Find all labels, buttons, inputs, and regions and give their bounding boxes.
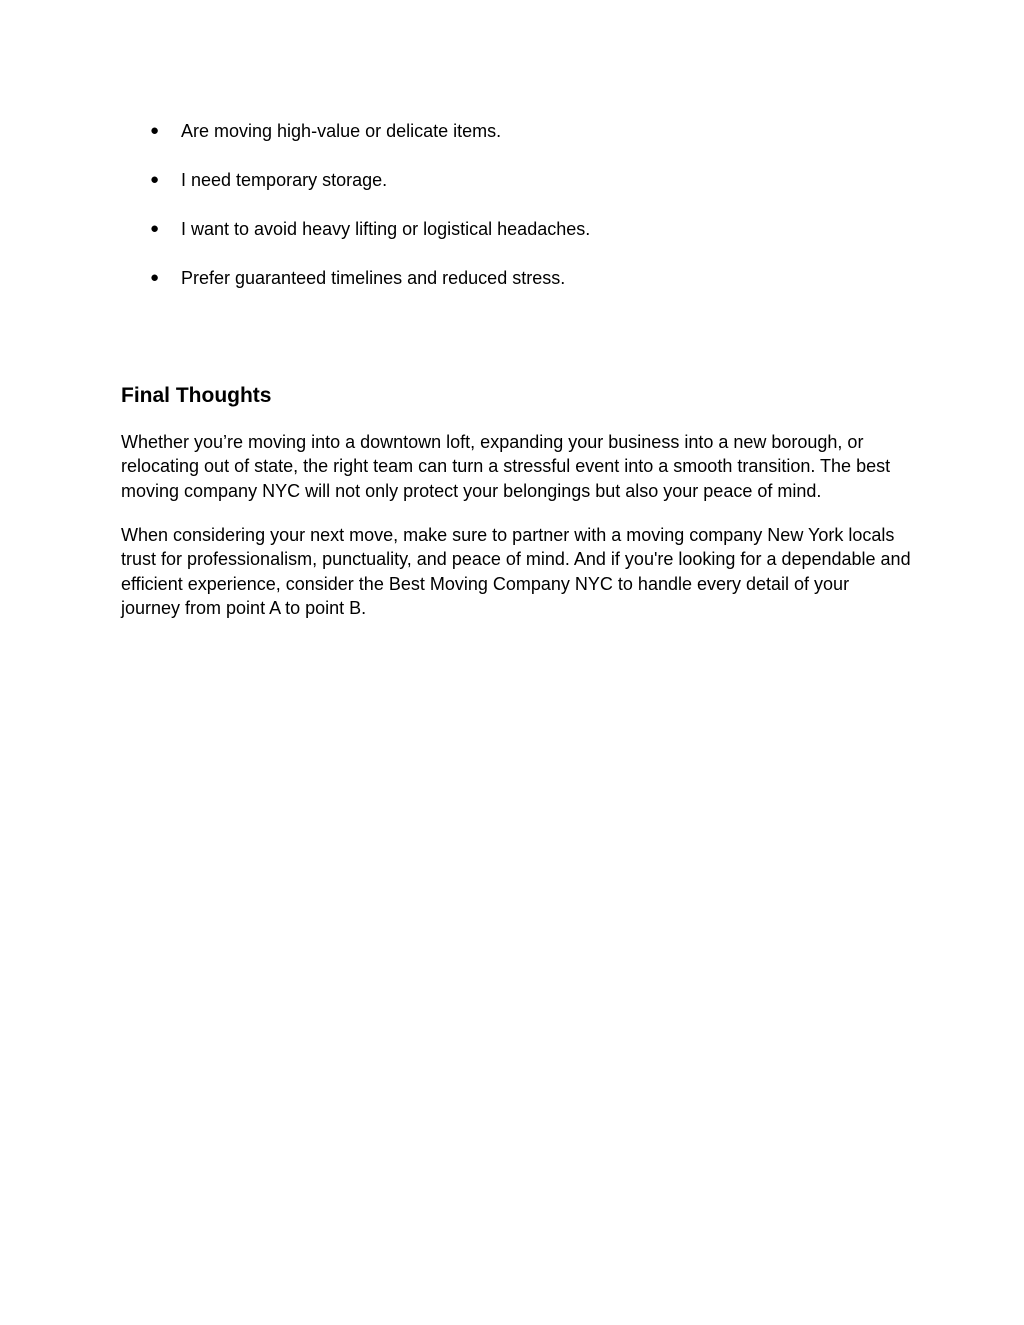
bullet-icon: ●	[150, 122, 160, 139]
list-item-text: Are moving high-value or delicate items.	[181, 121, 502, 141]
list-item-text: I want to avoid heavy lifting or logistical headaches.	[181, 219, 591, 239]
bullet-icon: ●	[150, 220, 160, 237]
section-heading: Final Thoughts	[121, 384, 272, 407]
paragraph: Whether you’re moving into a downtown loft, expanding your business into a new borough, or relocating out of state, the right team can turn a stressful event into a smooth transition. The best moving company NYC will not only protect your belongings but also your peace of mind.	[121, 432, 891, 501]
bullet-icon: ●	[150, 269, 160, 286]
list-item-text: I need temporary storage.	[181, 170, 388, 190]
list-item-text: Prefer guaranteed timelines and reduced stress.	[181, 268, 566, 288]
paragraph: When considering your next move, make sure to partner with a moving company New York locals trust for professionalism, punctuality, and peace of mind. And if you're looking for a dependable and efficient experience, consider the Best Moving Company NYC to handle every detail of your journey from point A to point B.	[121, 525, 911, 618]
bullet-icon: ●	[150, 171, 160, 188]
